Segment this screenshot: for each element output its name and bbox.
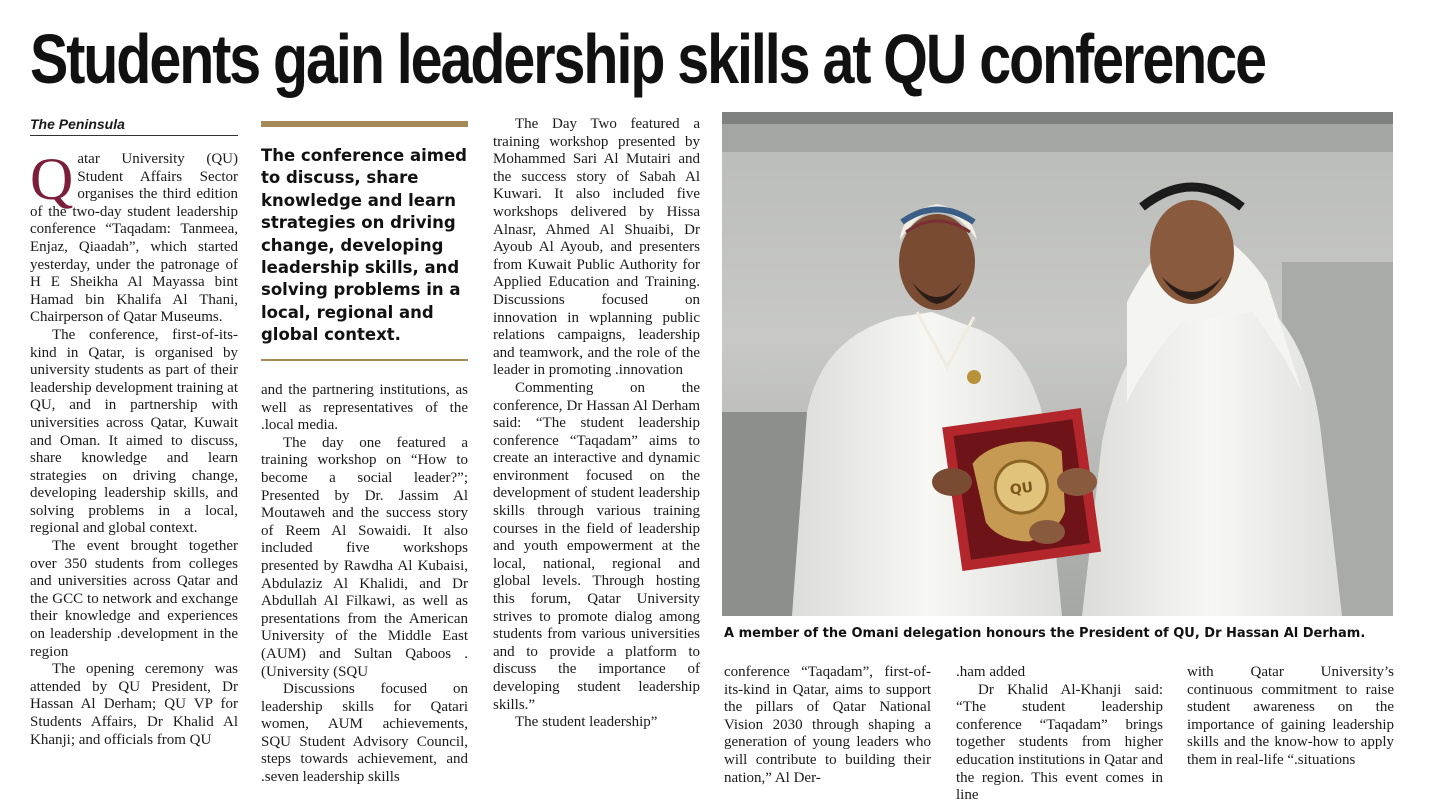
article-paragraph: The opening ceremony was attended by QU President, Dr Hassan Al Derham; QU VP for Students Affairs, Dr Khalid Al Khanji; and officials from QU [30, 661, 238, 748]
article-paragraph: Commenting on the conference, Dr Hassan Al Derham said: “The student leadership conference “Taqadam” aims to create an interactive and dynamic environment focused on the development of student leadership skills through various training courses in the field of leadership and youth empowerment at the local, national, regional and global levels. Through hosting this forum, Qatar University strives to promote dialog among students from various universities and to provide a platform to discuss the importance of developing student leadership skills.” [493, 379, 700, 713]
article-paragraph: Dr Khalid Al-Khanji said: “The student leadership conference “Taqadam” brings together students from higher education institutions in Qatar and the region. This event comes in line [956, 681, 1163, 804]
article-column-2 [261, 382, 468, 787]
article-column-5 [956, 664, 1163, 805]
photo-illustration [722, 112, 1393, 616]
byline: The Peninsula [30, 116, 238, 136]
article-column-6 [1187, 664, 1394, 770]
article-column-3 [493, 116, 700, 732]
article-paragraph: with Qatar University’s continuous commitment to raise student awareness on the importance of gaining leadership skills and the know-how to apply them in real-life “.situations [1187, 664, 1394, 768]
article-paragraph: The student leadership” [515, 714, 658, 731]
article-paragraph: The day one featured a training workshop on “How to become a social leader?”; Presented by Dr. Jassim Al Moutaweh and the success story of Reem Al Sowaidi. It also included five workshops presented by Rawdha Al Kubaisi, Abdulaziz Al Khalidi, and Dr Abdullah Al Filkawi, as well as presentations from the American University of the Middle East (AUM) and Sultan Qaboos .(University (SQU [261, 434, 468, 680]
pull-quote-text: The conference aimed to discuss, share knowledge and learn strategies on driving change, developing leadership skills, and solving problems in a local, regional and global context. [261, 146, 467, 345]
article-paragraph: The conference, first-of-its-kind in Qatar, is organised by university students as part of their leadership development training at QU, and in partnership with universities across Qatar, Kuwait and Oman. It aimed to discuss, share knowledge and learn strategies on driving change, developing leadership skills, and solving problems in a local, regional and global context. [30, 326, 238, 537]
article-paragraph: and the partnering institutions, as well as representatives of the .local media. [261, 382, 468, 434]
article-paragraph: conference “Taqadam”, first-of-its-kind in Qatar, aims to support the pillars of Qatar National Vision 2030 through shaping a generation of young leaders who will contribute to building their nation,” Al Der- [724, 664, 931, 786]
article-paragraph: Qatar University (QU) Student Affairs Sector organises the third edition of the two-day student leadership conference “Taqadam: Tanmeea, Enjaz, Qiaadah”, which started yesterday, under the patronage of H E Sheikha Al Mayassa bint Hamad bin Khalifa Al Thani, Chairperson of Qatar Museums. [30, 146, 238, 326]
plaque-text: QU [1008, 479, 1035, 499]
article-paragraph: Discussions focused on leadership skills for Qatari women, AUM achievements, SQU Student Advisory Council, steps towards achievement, and .seven leadership skills [261, 681, 468, 786]
article-paragraph: The Day Two featured a training workshop presented by Mohammed Sari Al Mutairi and the success story of Sabah Al Kuwari. It also included five workshops delivered by Hissa Alnasr, Ahmed Al Shuaibi, Dr Ayoub Al Ayoub, and presenters from Kuwait Public Authority for Applied Education and Training. Discussions focused on innovation in wplanning public relations campaigns, leadership and teamwork, and the role of the leader in promoting .innovation [493, 116, 700, 379]
headline: Students gain leadership skills at QU conference [30, 20, 1265, 98]
drop-cap: Q [30, 146, 74, 212]
article-photo [722, 112, 1393, 616]
pull-quote [261, 121, 468, 361]
article-column-4 [724, 664, 931, 787]
article-paragraph: The event brought together over 350 students from colleges and universities across Qatar and the GCC to network and exchange their knowledge and experiences on leadership .development in the region [30, 538, 238, 660]
article-column-1 [30, 146, 238, 749]
article-paragraph: .ham added [956, 664, 1026, 680]
photo-caption: A member of the Omani delegation honours the President of QU, Dr Hassan Al Derham. [724, 626, 1366, 641]
